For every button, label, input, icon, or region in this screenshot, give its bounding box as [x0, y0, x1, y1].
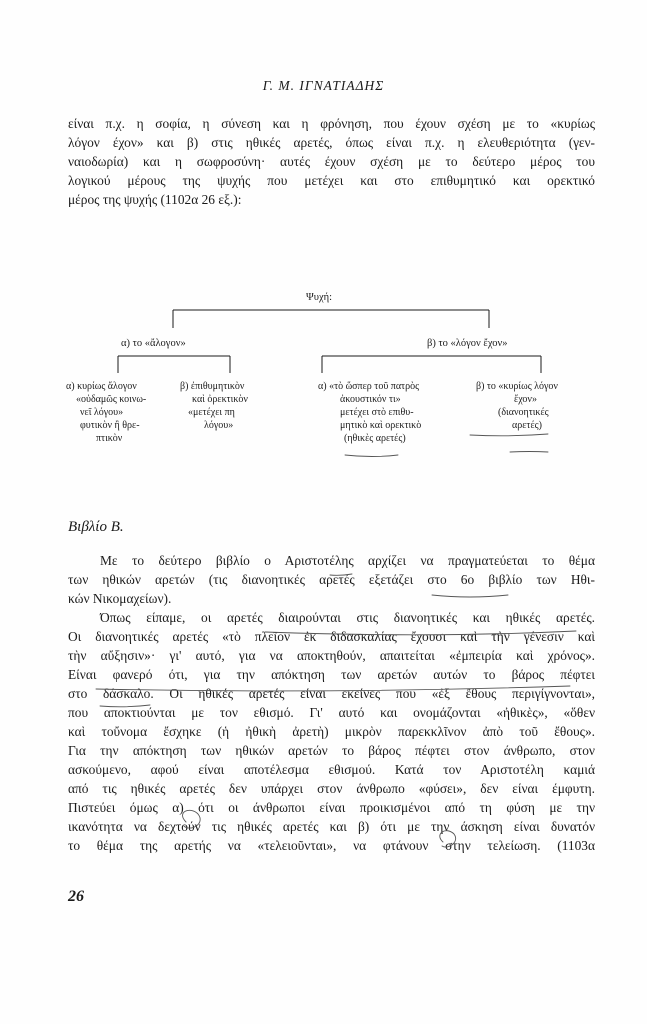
text-line: τὴν αὔξησιν»· γι' αυτό, για να αποκτηθούν, απαιτείται «ἐμπειρία καὶ χρόνος».	[68, 648, 595, 663]
leaf-line: «μετέχει πη	[188, 407, 235, 418]
leaf-line: λόγου»	[204, 420, 234, 431]
underline-mark	[345, 455, 398, 457]
body-paragraph	[68, 551, 595, 855]
diagram-leaf-b2	[476, 380, 558, 432]
diagram-branch-a: α) το «ἄλογον»	[121, 338, 186, 349]
leaf-line: α) «τὸ ὥσπερ τοῦ πατρὸς	[318, 381, 420, 392]
leaf-line: πτικὸν	[96, 433, 123, 444]
leaf-line: «οὐδαμῶς κοινω-	[76, 394, 147, 405]
text-line: κών Νικομαχείων).	[68, 591, 172, 606]
leaf-line: καὶ ὀρεκτικὸν	[192, 394, 248, 405]
text-line: από τις ηθικές αρετές δεν υπάρχει στον άνθρωπο «φύσει», δεν είναι έμφυτη.	[68, 781, 595, 796]
leaf-line: (διανοητικές	[498, 407, 549, 418]
text-line: ασκούμενο, αφού είναι αποτέλεσμα εθισμού. Κατά τον Αριστοτέλη καμιά	[68, 762, 595, 777]
leaf-line: (ηθικὲς αρετές)	[344, 433, 406, 444]
diagram-leaf-a1	[66, 380, 146, 445]
text-line: Οι διανοητικές αρετές «τὸ πλεῖον ἐκ διδασκαλίας ἔχουσι καὶ τὴν γένεσιν καὶ	[68, 629, 595, 644]
text-line: των ηθικών αρετών (τις διανοητικές αρετές εξετάζει στο 6ο βιβλίο των Ηθι-	[68, 572, 595, 587]
text-line: καὶ τοὔνομα ἔσχηκε (ἡ ἠθικὴ ἀρετὴ) μικρὸν παρεκκλῖνον ἀπὸ τοῦ ἔθους».	[68, 724, 595, 739]
text-line: Με το δεύτερο βιβλίο ο Αριστοτέλης αρχίζει να πραγματεύεται το θέμα	[100, 553, 595, 568]
leaf-line: β) ἐπιθυμητικὸν	[180, 381, 245, 392]
leaf-line: ἀκουστικόν τι»	[340, 394, 401, 405]
underline-mark	[510, 452, 548, 453]
text-line: Όπως είπαμε, οι αρετές διαιρούνται στις διανοητικές και ηθικές αρετές.	[100, 610, 595, 625]
leaf-line: μητικὸ καὶ ορεκτικὸ	[340, 420, 422, 431]
text-line: Για την απόκτηση των ηθικών αρετών το βάρος πέφτει στον άνθρωπο, στον	[68, 743, 595, 758]
text-line: Είναι φανερό ότι, για την απόκτηση των αρετών αυτών το βάρος πέφτει	[68, 667, 595, 682]
underline-mark	[470, 434, 548, 436]
running-head: Γ. Μ. ΙΓΝΑΤΙΑΔΗΣ	[262, 78, 385, 93]
leaf-line: αρετές)	[512, 420, 542, 431]
leaf-line: β) το «κυρίως λόγον	[476, 381, 558, 392]
leaf-line: φυτικὸν ἢ θρε-	[80, 420, 140, 431]
section-title: Βιβλίο Β.	[68, 519, 124, 535]
leaf-line: ἔχον»	[514, 394, 537, 405]
text-line: ικανότητα να δεχτούν τις ηθικές αρετές και β) ότι με την άσκηση είναι δυνατόν	[68, 819, 595, 834]
text-line: Πιστεύει όμως α) ότι οι άνθρωποι είναι προικισμένοι από τη φύση με την	[68, 800, 595, 815]
leaf-line: μετέχει στὸ επιθυ-	[340, 407, 414, 418]
text-line: είναι π.χ. η σοφία, η σύνεση και η φρόνηση, που έχουν σχέση με το «κυρίως	[68, 116, 595, 131]
text-line: στο δάσκαλο. Οι ηθικές αρετές είναι εκείνες που «ἐξ ἔθους περιγίγνονται»,	[68, 686, 595, 701]
text-line: ναιοδωρία) και η σωφροσύνη· αυτές έχουν σχέση με το δεύτερο μέρος του	[68, 154, 595, 169]
text-line: λόγον έχον» και β) στις ηθικές αρετές, όπως είναι π.χ. η ελευθεριότητα (γεν-	[68, 135, 595, 150]
text-line: που αποκτιούνται με τον εθισμό. Γι' αυτό και ονομάζονται «ἠθικὲς», «ὅθεν	[68, 705, 595, 720]
text-line: μέρος της ψυχής (1102α 26 εξ.):	[68, 192, 242, 207]
diagram-leaf-a2	[180, 380, 248, 432]
leaf-line: α) κυρίως ἄλογον	[66, 381, 137, 392]
diagram-root-label: Ψυχή:	[306, 292, 333, 303]
intro-paragraph	[68, 114, 595, 209]
text-line: λογικού μέρους της ψυχής που μετέχει και στο επιθυμητικό και ορεκτικό	[68, 173, 595, 188]
diagram-branch-b: β) το «λόγον ἔχον»	[427, 338, 508, 349]
leaf-line: νεῖ λόγου»	[80, 407, 124, 418]
text-line: το θέμα της αρετής να «τελειοῦνται», να φτάνουν στην τελείωση. (1103α	[68, 838, 595, 853]
diagram-leaf-b1	[318, 380, 421, 445]
page-number: 26	[68, 888, 84, 905]
